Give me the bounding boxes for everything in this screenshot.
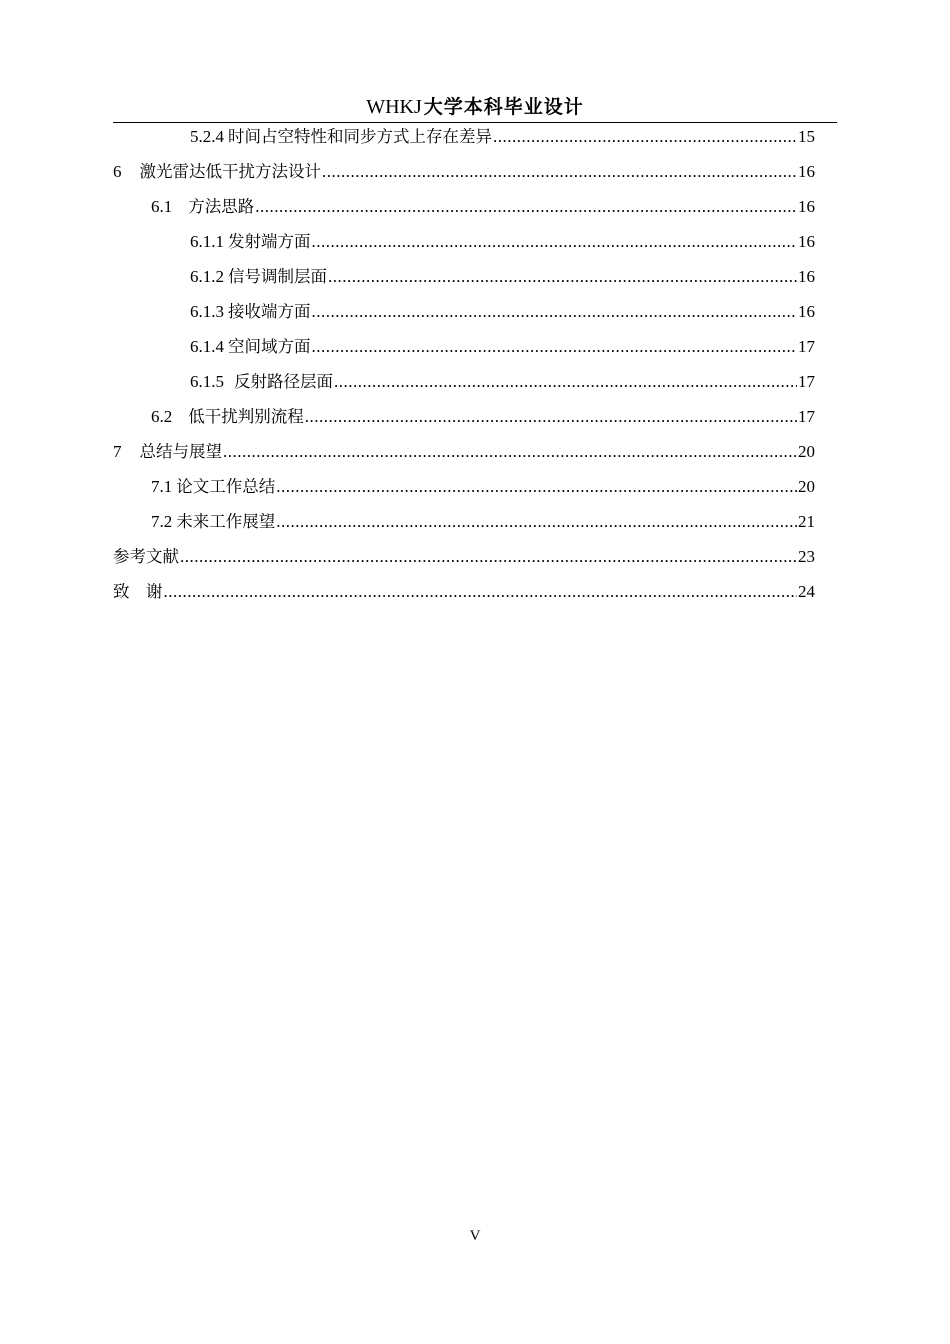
toc-entry-title: 时间占空特性和同步方式上存在差异 — [228, 127, 492, 146]
toc-dot-leader — [180, 539, 797, 574]
toc-entry-number: 6.1 — [151, 197, 173, 216]
toc-entry-number: 7 — [113, 442, 122, 461]
toc-dot-leader — [276, 504, 797, 539]
page-number: V — [469, 1228, 481, 1244]
toc-entry-title: 信号调制层面 — [228, 267, 327, 286]
toc-dot-leader — [305, 399, 797, 434]
toc-entry-number: 7.2 — [151, 512, 173, 531]
toc-entry-page: 20 — [798, 442, 815, 461]
toc-entry-title: 总结与展望 — [139, 442, 222, 461]
toc-entry-title: 未来工作展望 — [176, 512, 276, 531]
toc-dot-leader — [312, 329, 798, 364]
toc-dot-leader — [223, 434, 797, 469]
header-title-text: 大学本科毕业设计 — [423, 96, 584, 118]
toc-dot-leader — [328, 259, 797, 294]
table-of-contents — [113, 119, 815, 609]
toc-entry-references[interactable] — [113, 539, 815, 574]
toc-dot-leader — [255, 189, 797, 224]
toc-entry-title: 激光雷达低干扰方法设计 — [139, 162, 321, 181]
toc-dot-leader — [493, 119, 797, 154]
toc-entry-title: 反射路径层面 — [234, 372, 333, 391]
toc-entry-number: 5.2.4 — [190, 127, 224, 146]
toc-entry-page: 15 — [798, 127, 815, 146]
toc-dot-leader — [164, 574, 798, 609]
toc-entry-title: 低干扰判别流程 — [188, 407, 304, 426]
toc-entry-page: 16 — [798, 302, 815, 321]
toc-entry-6-1-4[interactable] — [113, 329, 815, 364]
toc-entry-page: 16 — [798, 162, 815, 181]
toc-entry-title: 发射端方面 — [228, 232, 311, 251]
toc-entry-6-1-2[interactable] — [113, 259, 815, 294]
toc-entry-page: 23 — [798, 547, 815, 566]
toc-entry-page: 16 — [798, 232, 815, 251]
header-title — [366, 96, 584, 118]
toc-entry-page: 24 — [798, 582, 815, 601]
toc-entry-number: 6.1.3 — [190, 302, 224, 321]
toc-dot-leader — [276, 469, 797, 504]
toc-entry-7[interactable] — [113, 434, 815, 469]
toc-entry-title: 接收端方面 — [228, 302, 311, 321]
toc-entry-page: 21 — [798, 512, 815, 531]
toc-entry-page: 17 — [798, 337, 815, 356]
toc-entry-number: 7.1 — [151, 477, 173, 496]
toc-entry-7-2[interactable] — [113, 504, 815, 539]
toc-entry-title: 空间域方面 — [228, 337, 311, 356]
toc-entry-5-2-4[interactable] — [113, 119, 815, 154]
toc-entry-number: 6.1.4 — [190, 337, 224, 356]
toc-entry-acknowledgements[interactable] — [113, 574, 815, 609]
toc-entry-number: 6.1.5 — [190, 372, 224, 391]
toc-entry-6-1-1[interactable] — [113, 224, 815, 259]
toc-entry-6[interactable] — [113, 154, 815, 189]
toc-entry-6-1[interactable] — [113, 189, 815, 224]
toc-entry-page: 16 — [798, 267, 815, 286]
toc-entry-title: 参考文献 — [113, 547, 179, 566]
toc-entry-7-1[interactable] — [113, 469, 815, 504]
toc-entry-number: 6.2 — [151, 407, 173, 426]
toc-entry-page: 17 — [798, 372, 815, 391]
toc-dot-leader — [334, 364, 797, 399]
toc-entry-6-1-3[interactable] — [113, 294, 815, 329]
header-prefix: WHKJ — [366, 96, 422, 118]
toc-entry-page: 20 — [798, 477, 815, 496]
toc-dot-leader — [312, 224, 798, 259]
toc-entry-title: 方法思路 — [188, 197, 255, 216]
toc-entry-number: 6.1.2 — [190, 267, 224, 286]
toc-entry-number: 6 — [113, 162, 122, 181]
toc-entry-title: 致 谢 — [113, 582, 163, 601]
toc-entry-number: 6.1.1 — [190, 232, 224, 251]
toc-entry-title: 论文工作总结 — [176, 477, 276, 496]
toc-dot-leader — [322, 154, 797, 189]
toc-entry-6-2[interactable] — [113, 399, 815, 434]
toc-dot-leader — [312, 294, 798, 329]
toc-entry-page: 17 — [798, 407, 815, 426]
toc-entry-page: 16 — [798, 197, 815, 216]
toc-entry-6-1-5[interactable] — [113, 364, 815, 399]
